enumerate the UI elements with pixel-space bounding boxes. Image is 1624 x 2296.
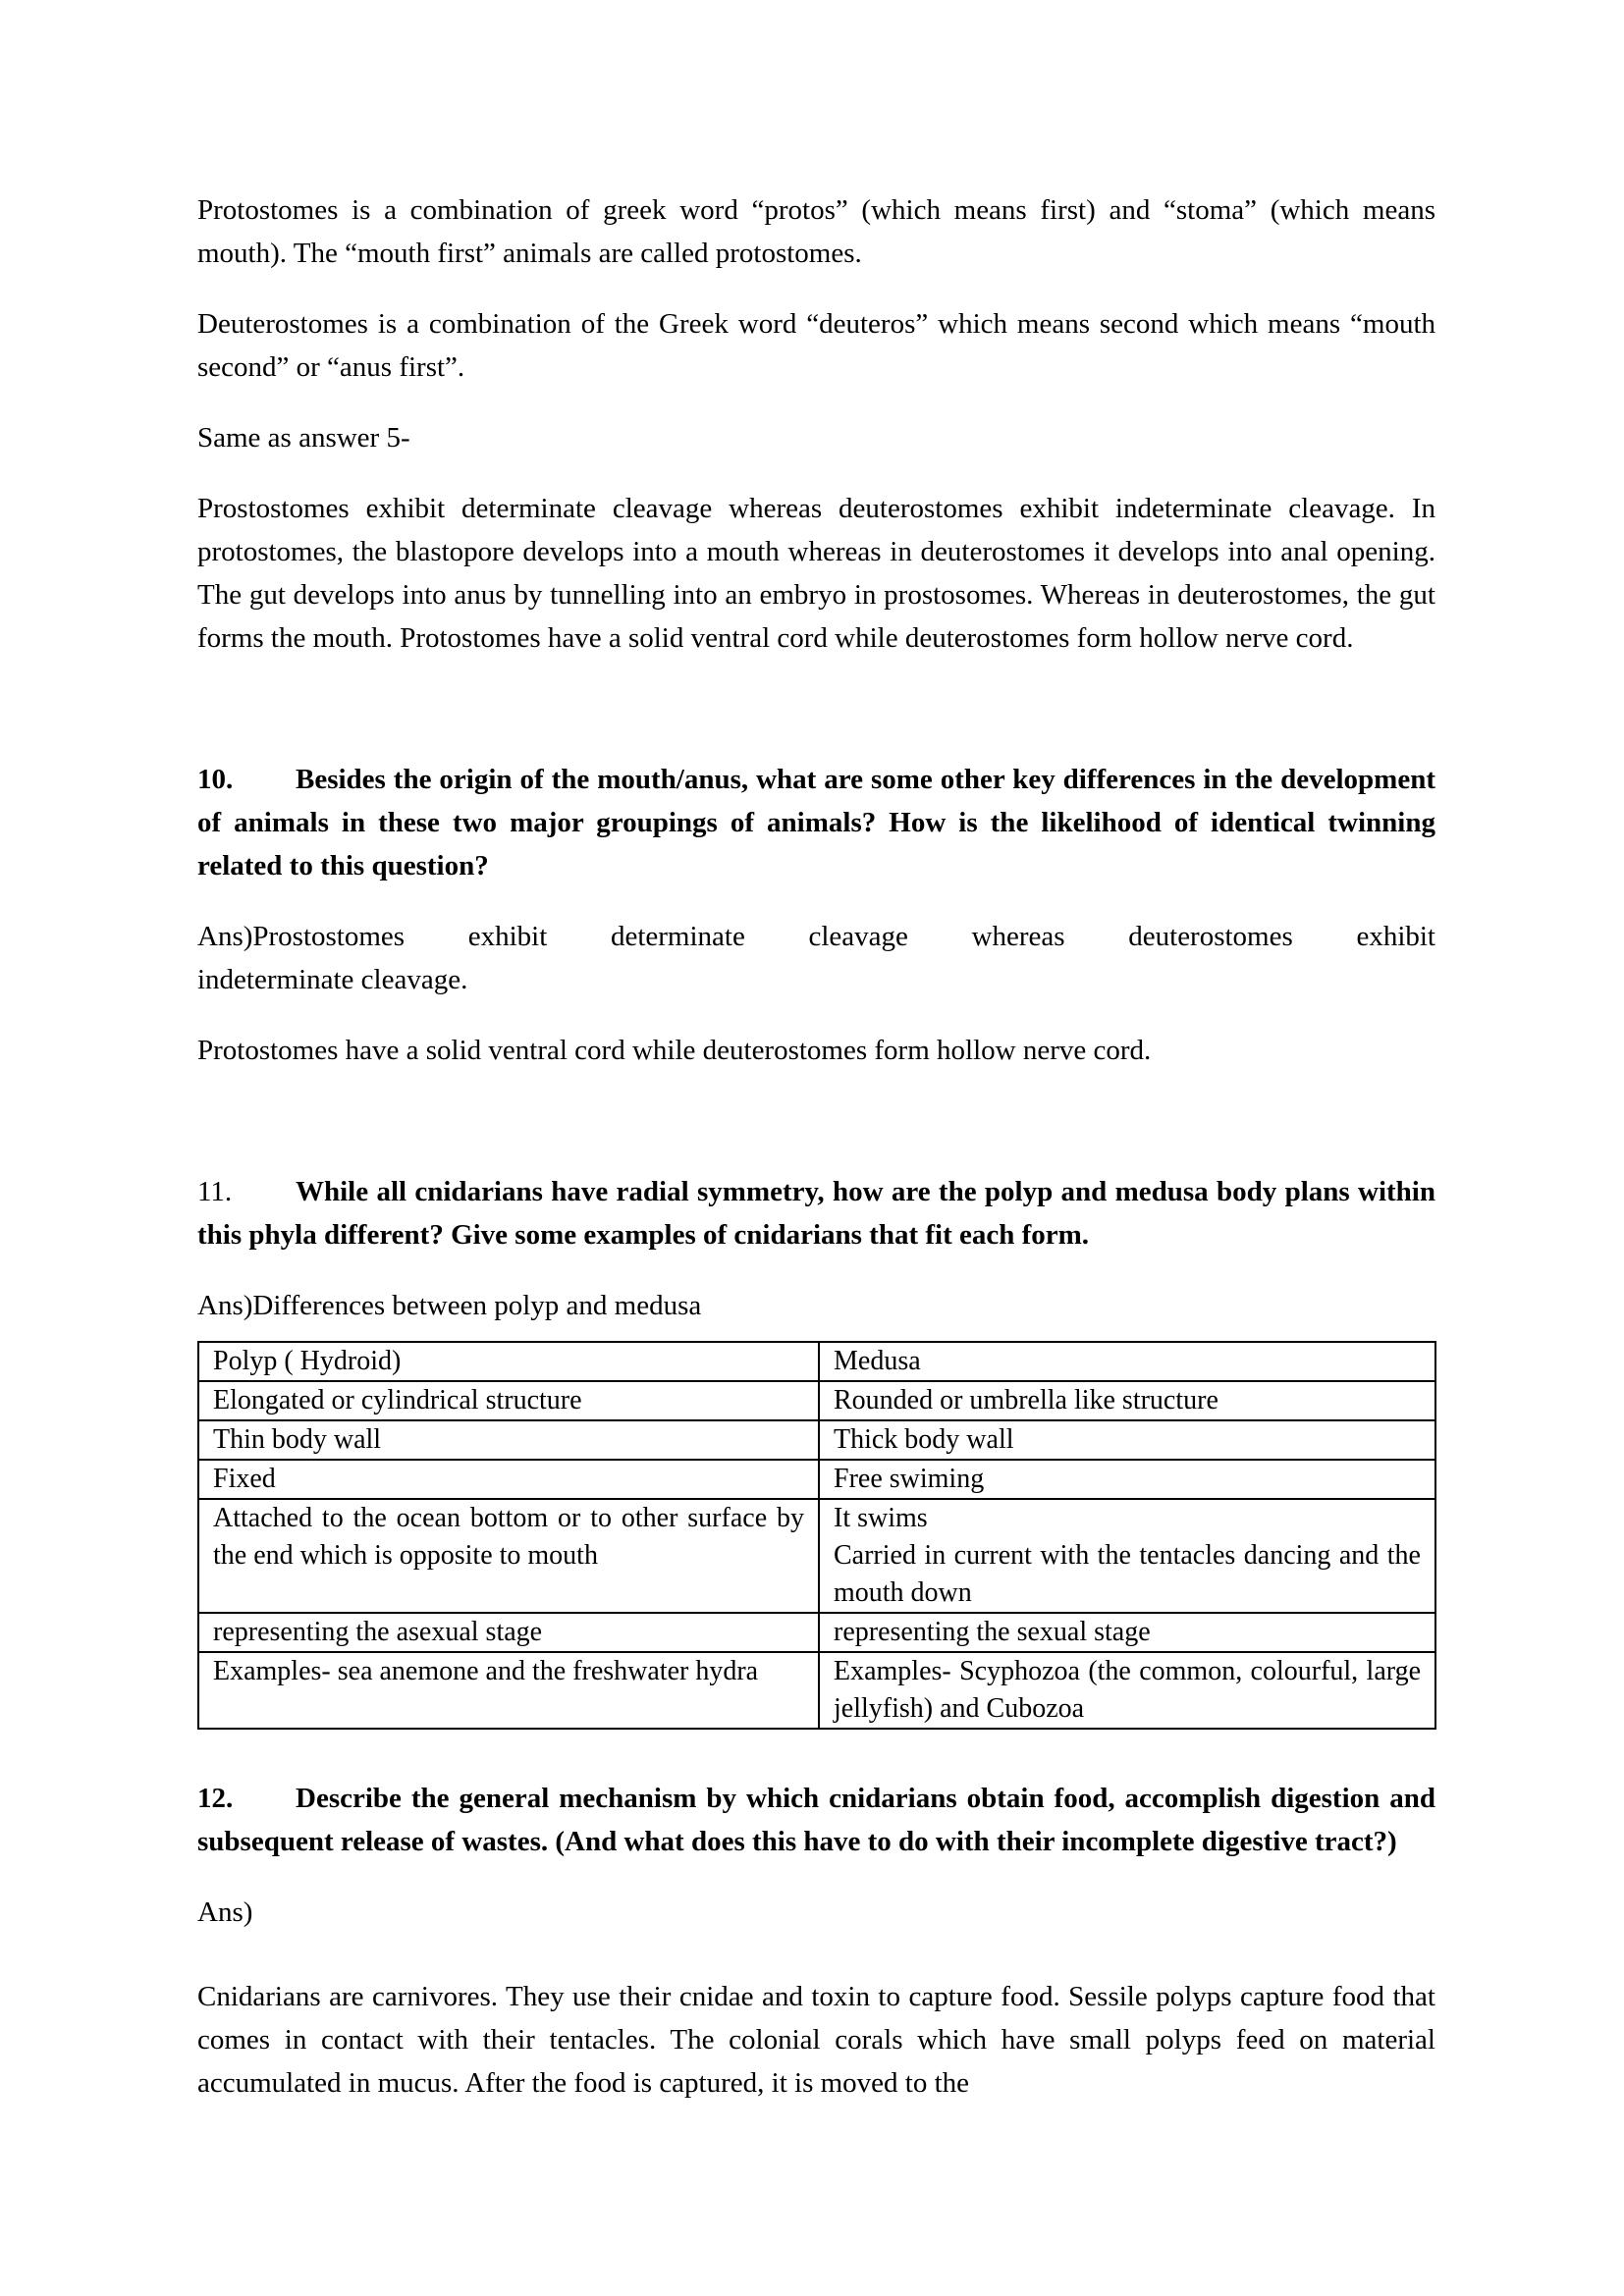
table-cell: Attached to the ocean bottom or to other surface by the end which is opposite to mouth xyxy=(198,1499,819,1613)
spacer xyxy=(197,1099,1435,1170)
spacer xyxy=(197,687,1435,758)
table-cell: Thick body wall xyxy=(819,1420,1435,1460)
table-cell: Free swiming xyxy=(819,1460,1435,1499)
table-header-medusa: Medusa xyxy=(819,1342,1435,1381)
table-row xyxy=(198,1652,1435,1729)
table-cell: Rounded or umbrella like structure xyxy=(819,1381,1435,1420)
table-cell: Examples- Scyphozoa (the common, colourful, large jellyfish) and Cubozoa xyxy=(819,1652,1435,1729)
table-row xyxy=(198,1381,1435,1420)
paragraph-protostomes-etymology: Protostomes is a combination of greek word “protos” (which means first) and “stoma” (which means mouth). The “mouth first” animals are called protostomes. xyxy=(197,194,1435,269)
answer-12-label: Ans) xyxy=(197,1896,253,1928)
answer-10-paragraph-1 xyxy=(197,915,1435,1001)
answer-12-text: Cnidarians are carnivores. They use their cnidae and toxin to capture food. Sessile polyps capture food that comes in contact with their tentacles. The colonial corals which have small polyps feed on material accumulated in mucus. After the food is captured, it is moved to the xyxy=(197,1981,1435,2099)
paragraph-deuterostomes-etymology: Deuterostomes is a combination of the Greek word “deuteros” which means second which means “mouth second” or “anus first”. xyxy=(197,308,1435,383)
table-cell xyxy=(819,1499,1435,1613)
polyp-medusa-table xyxy=(197,1341,1436,1730)
question-number: 12. xyxy=(197,1783,234,1814)
table-row xyxy=(198,1420,1435,1460)
table-cell: representing the sexual stage xyxy=(819,1613,1435,1652)
question-10 xyxy=(197,758,1435,887)
table-cell-line: It swims xyxy=(834,1503,928,1533)
table-cell: Examples- sea anemone and the freshwater hydra xyxy=(198,1652,819,1729)
answer-10-paragraph-2: Protostomes have a solid ventral cord while deuterostomes form hollow nerve cord. xyxy=(197,1035,1152,1066)
table-cell-line: Carried in current with the tentacles dancing and the mouth down xyxy=(834,1540,1421,1608)
table-row xyxy=(198,1613,1435,1652)
question-number: 10. xyxy=(197,764,234,795)
table-header-polyp: Polyp ( Hydroid) xyxy=(198,1342,819,1381)
document-page xyxy=(197,188,1435,2132)
table-header-row xyxy=(198,1342,1435,1381)
table-row xyxy=(198,1499,1435,1613)
table-cell: Elongated or cylindrical structure xyxy=(198,1381,819,1420)
answer-10-line-2: indeterminate cleavage. xyxy=(197,964,468,995)
table-cell: Fixed xyxy=(198,1460,819,1499)
question-text: Besides the origin of the mouth/anus, what are some other key differences in the development of animals in these two major groupings of animals? How is the likelihood of identical twinning related to this question? xyxy=(197,764,1435,881)
paragraph-same-as-answer: Same as answer 5- xyxy=(197,422,410,454)
paragraph-cleavage-differences: Prostostomes exhibit determinate cleavage whereas deuterostomes exhibit indeterminate cleavage. In protostomes, the blastopore develops into a mouth whereas in deuterostomes it develops into anal opening. The gut develops into anus by tunnelling into an embryo in prostosomes. Whereas in deuterostomes, the gut forms the mouth. Protostomes have a solid ventral cord while deuterostomes form hollow nerve cord. xyxy=(197,493,1435,654)
question-11 xyxy=(197,1170,1435,1256)
table-cell: representing the asexual stage xyxy=(198,1613,819,1652)
question-text: Describe the general mechanism by which cnidarians obtain food, accomplish digestion and subsequent release of wastes. (And what does this have to do with their incomplete digestive tract?) xyxy=(197,1783,1435,1857)
question-text: While all cnidarians have radial symmetry, how are the polyp and medusa body plans within this phyla different? Give some examples of cnidarians that fit each form. xyxy=(197,1176,1435,1251)
question-number: 11. xyxy=(197,1176,233,1207)
table-row xyxy=(198,1460,1435,1499)
answer-10-line-1: Ans)Prostostomes exhibit determinate cleavage whereas deuterostomes exhibit xyxy=(197,921,1435,952)
answer-11-intro: Ans)Differences between polyp and medusa xyxy=(197,1290,702,1321)
question-12 xyxy=(197,1777,1435,1863)
table-cell: Thin body wall xyxy=(198,1420,819,1460)
